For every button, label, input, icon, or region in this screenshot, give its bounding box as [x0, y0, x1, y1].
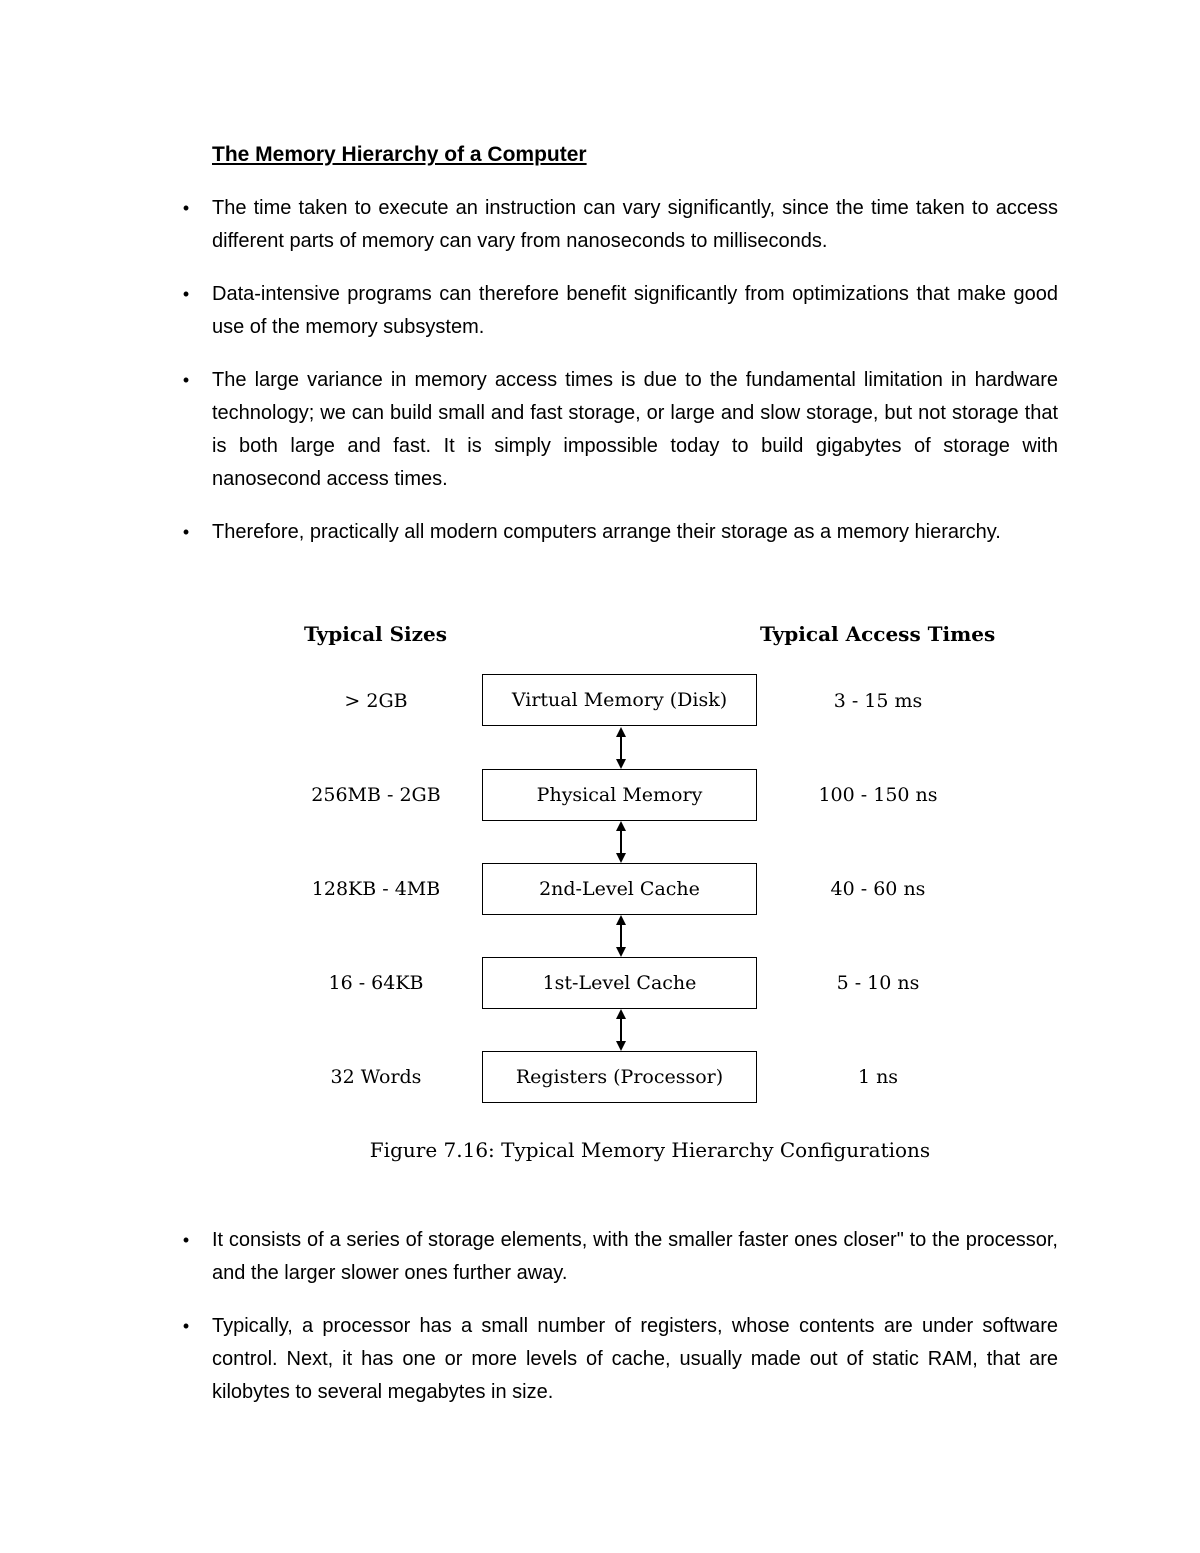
time-label: 5 - 10 ns: [836, 972, 920, 994]
list-item: [182, 364, 1058, 496]
double-arrow-icon: [611, 821, 631, 863]
size-label: 32 Words: [330, 1066, 422, 1088]
list-item: [182, 192, 1058, 258]
time-label: 40 - 60 ns: [830, 878, 926, 900]
size-label: 128KB - 4MB: [311, 878, 441, 900]
figure-caption: Figure 7.16: Typical Memory Hierarchy Configurations: [369, 1138, 931, 1162]
page-title: The Memory Hierarchy of a Computer: [212, 143, 587, 166]
bullet-text: It consists of a series of storage elements, with the smaller faster ones closer" to the processor, and the larger slower ones further away.: [212, 1229, 1058, 1284]
list-item: [182, 1310, 1058, 1409]
list-item: [182, 1224, 1058, 1290]
bullet-dot: •: [182, 198, 190, 218]
double-arrow-icon: [611, 1009, 631, 1051]
time-label: 1 ns: [857, 1066, 899, 1088]
bullet-dot: •: [182, 284, 190, 304]
time-label: 3 - 15 ms: [833, 690, 923, 712]
size-label: > 2GB: [344, 690, 408, 712]
hierarchy-box: Registers (Processor): [482, 1051, 757, 1103]
hierarchy-box: Virtual Memory (Disk): [482, 674, 757, 726]
times-header: Typical Access Times: [760, 622, 996, 646]
double-arrow-icon: [611, 915, 631, 957]
size-label: 256MB - 2GB: [311, 784, 441, 806]
hierarchy-box: 1st-Level Cache: [482, 957, 757, 1009]
list-item: [182, 278, 1058, 344]
double-arrow-icon: [611, 727, 631, 769]
bullet-text: Typically, a processor has a small number of registers, whose contents are under software control. Next, it has one or more levels of cache, usually made out of static RAM, that are kilobytes to several megabytes in size.: [212, 1315, 1058, 1403]
bullet-dot: •: [182, 370, 190, 390]
bullet-text: The large variance in memory access times is due to the fundamental limitation in hardware technology; we can build small and fast storage, or large and slow storage, but not storage that is both large and fast. It is simply impossible today to build gigabytes of storage with nanosecond access times.: [212, 369, 1058, 490]
bullet-dot: •: [182, 1316, 190, 1336]
bullet-text: Therefore, practically all modern computers arrange their storage as a memory hierarchy.: [212, 521, 1001, 543]
bullet-text: Data-intensive programs can therefore benefit significantly from optimizations that make good use of the memory subsystem.: [212, 283, 1058, 338]
bullet-dot: •: [182, 1230, 190, 1250]
sizes-header: Typical Sizes: [304, 622, 447, 646]
list-item: [182, 516, 1058, 549]
size-label: 16 - 64KB: [328, 972, 424, 994]
hierarchy-box: 2nd-Level Cache: [482, 863, 757, 915]
time-label: 100 - 150 ns: [818, 784, 938, 806]
bullet-dot: •: [182, 522, 190, 542]
hierarchy-box: Physical Memory: [482, 769, 757, 821]
bullet-text: The time taken to execute an instruction can vary significantly, since the time taken to access different parts of memory can vary from nanoseconds to milliseconds.: [212, 197, 1058, 252]
